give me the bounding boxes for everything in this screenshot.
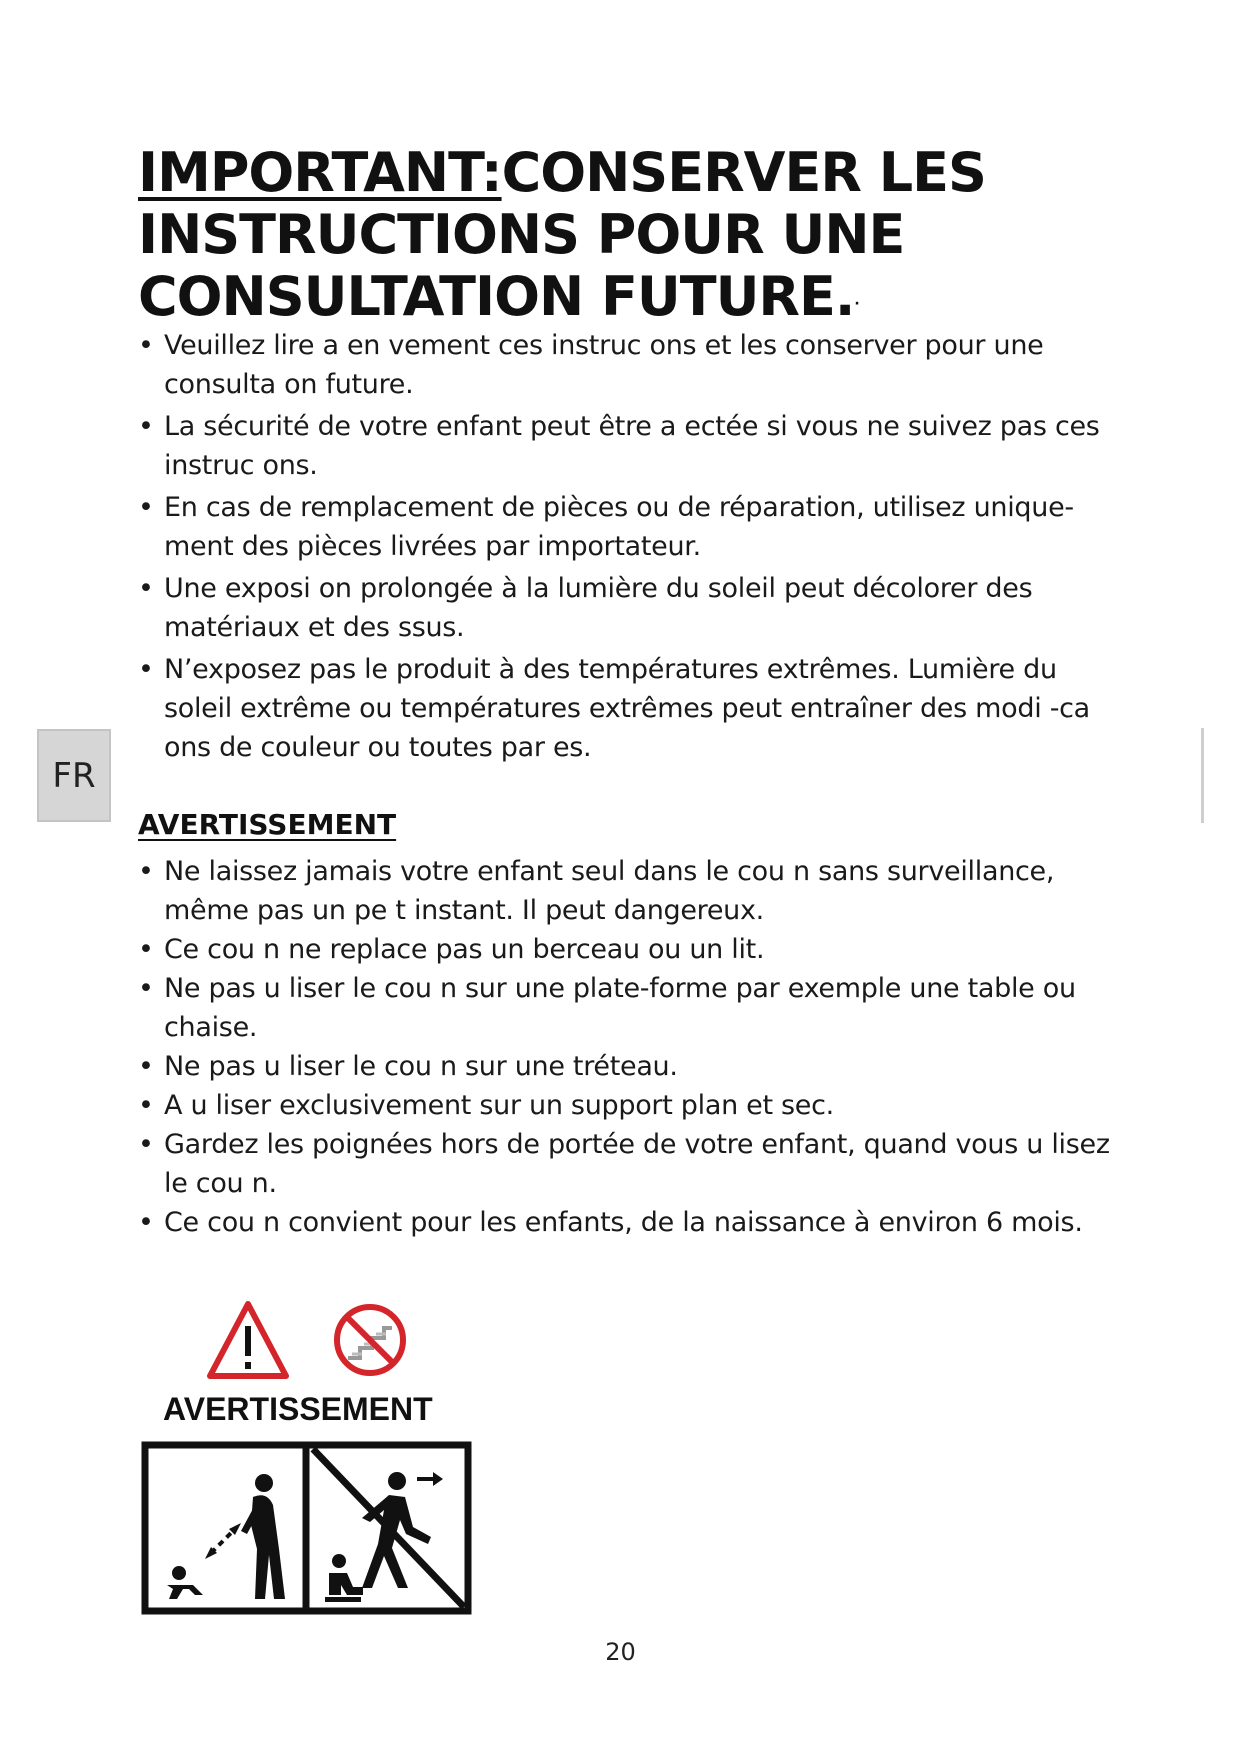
language-tab-label: FR (52, 755, 96, 796)
edge-marker (1201, 728, 1204, 823)
list-item: • N’exposez pas le produit à des températures extrêmes. Lumière du soleil extrême ou températures extrêmes peut entraîner des modi -ca ons de couleur ou toutes par es. (138, 650, 1118, 767)
title-important: IMPORTANT: (138, 141, 502, 204)
warning-list (138, 852, 1118, 1242)
list-item: • Veuillez lire a en vement ces instruc ons et les conserver pour une consulta on future. (138, 326, 1118, 404)
warning-triangle-icon (210, 1304, 286, 1376)
safety-icons (206, 1298, 416, 1382)
safety-icons-svg (206, 1298, 416, 1382)
title-line1-rest: CONSERVER LES (501, 141, 986, 204)
list-item: • La sécurité de votre enfant peut être a ectée si vous ne suivez pas ces instruc ons. (138, 407, 1118, 485)
list-item: • Ce cou n convient pour les enfants, de la naissance à environ 6 mois. (138, 1203, 1118, 1242)
list-item: • Ne pas u liser le cou n sur une plate-forme par exemple une table ou chaise. (138, 969, 1118, 1047)
warning-heading: AVERTISSEMENT (138, 808, 397, 841)
list-item: • En cas de remplacement de pièces ou de réparation, utilisez unique-ment des pièces livrées par importateur. (138, 488, 1118, 566)
pictogram-warning-label: AVERTISSEMENT (163, 1391, 433, 1427)
list-item: • A u liser exclusivement sur un support plan et sec. (138, 1086, 1118, 1125)
language-tab (37, 729, 111, 822)
list-item: • Ce cou n ne replace pas un berceau ou un lit. (138, 930, 1118, 969)
instructions-list (138, 326, 1118, 770)
page-number: 20 (605, 1638, 636, 1666)
list-item: • Ne pas u liser le cou n sur une tréteau. (138, 1047, 1118, 1086)
page-title (138, 142, 1138, 331)
list-item: • Ne laissez jamais votre enfant seul dans le cou n sans surveillance, même pas un pe t instant. Il peut dangereux. (138, 852, 1118, 930)
list-item: • Une exposi on prolongée à la lumière du soleil peut décolorer des matériaux et des ssus. (138, 569, 1118, 647)
do-not-leave-child-unattended-icon (141, 1441, 472, 1615)
title-trailing-dot: . (854, 292, 859, 309)
title-line3: CONSULTATION FUTURE. (138, 265, 855, 328)
list-item: • Gardez les poignées hors de portée de votre enfant, quand vous u lisez le cou n. (138, 1125, 1118, 1203)
pictogram-svg (141, 1441, 472, 1615)
no-stairs-icon (337, 1307, 403, 1373)
title-line2: INSTRUCTIONS POUR UNE (138, 203, 905, 266)
